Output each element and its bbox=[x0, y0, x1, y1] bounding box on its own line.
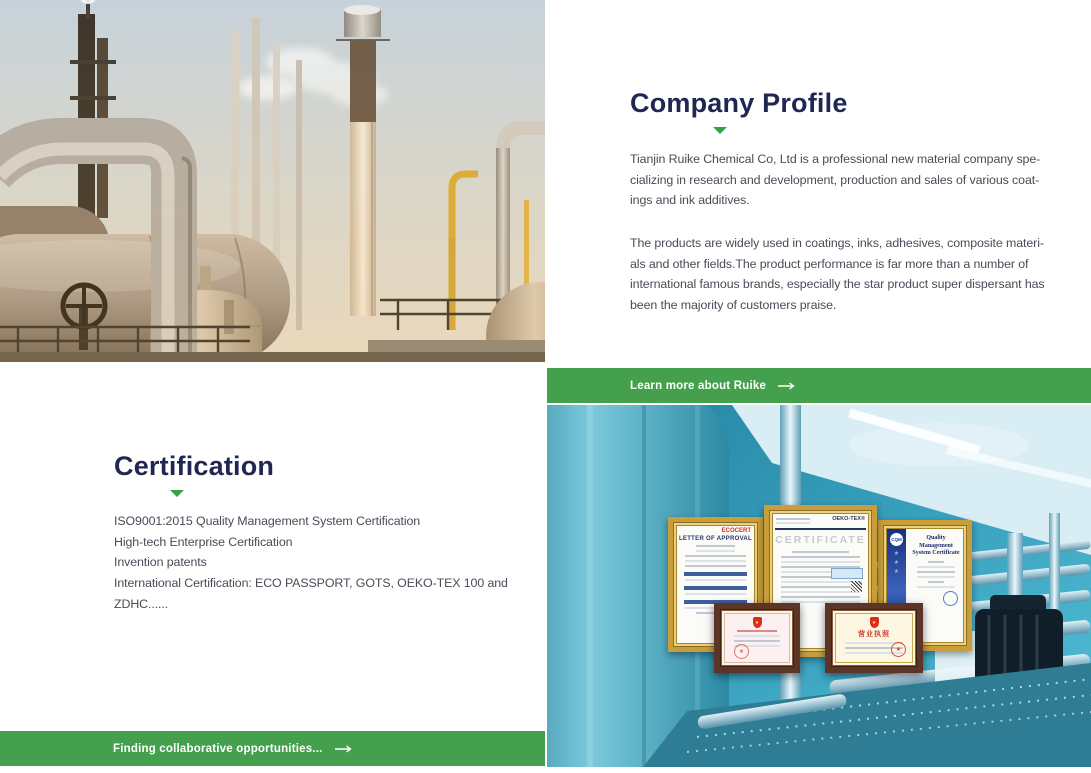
ecocert-title: LETTER OF APPROVAL bbox=[678, 536, 753, 542]
company-profile-paragraph-1 bbox=[630, 149, 1040, 211]
certificate-business-license bbox=[825, 603, 923, 673]
paragraph-line: Tianjin Ruike Chemical Co, Ltd is a professional new material company spe- bbox=[630, 152, 1041, 166]
eco-passport-tag bbox=[831, 568, 863, 579]
national-emblem-icon: ★ bbox=[753, 617, 762, 628]
paragraph-line: cializing in research and development, production and sales of various coat- bbox=[630, 172, 1040, 187]
company-profile-title: Company Profile bbox=[630, 88, 848, 118]
cqm-logo: CQM bbox=[890, 533, 903, 546]
factory-photo bbox=[547, 405, 1091, 767]
certification-item: High-tech Enterprise Certification bbox=[114, 534, 293, 549]
plant-photo-scene bbox=[0, 0, 545, 362]
blue-seal bbox=[943, 591, 958, 606]
collaborate-button[interactable] bbox=[0, 731, 545, 766]
red-seal: ★ bbox=[891, 642, 906, 657]
paragraph-line: been the majority of customers praise. bbox=[630, 297, 837, 312]
red-seal: ★ bbox=[734, 644, 749, 659]
cqm-blue-band: CQM ★ ★ ★ bbox=[887, 529, 906, 642]
paragraph-line: ings and ink additives. bbox=[630, 193, 750, 208]
cqm-title: Quality Management System Certificate bbox=[912, 535, 960, 556]
national-emblem-icon: ★ bbox=[870, 617, 879, 628]
certification-item: Invention patents bbox=[114, 555, 207, 570]
certification-list bbox=[114, 511, 508, 615]
arrow-right-icon bbox=[335, 745, 353, 753]
arrow-right-icon bbox=[778, 382, 796, 390]
triangle-down-icon bbox=[713, 127, 727, 134]
qr-code bbox=[851, 581, 862, 592]
plant-photo bbox=[0, 0, 545, 362]
learn-more-label: Learn more about Ruike bbox=[630, 379, 767, 392]
oekotex-title: CERTIFICATE bbox=[775, 534, 866, 546]
paragraph-line: The products are widely used in coatings, inks, adhesives, composite materi- bbox=[630, 236, 1044, 250]
certificate-production-license bbox=[714, 603, 800, 673]
business-license-title: 营业执照 bbox=[858, 631, 890, 638]
paragraph-line: als and other fields.The product performance is far more than a number of bbox=[630, 256, 1029, 271]
collaborate-label: Finding collaborative opportunities... bbox=[113, 742, 323, 755]
certification-title: Certification bbox=[114, 451, 275, 481]
triangle-down-icon bbox=[170, 490, 184, 497]
ecocert-logo: ECOCERT bbox=[721, 528, 751, 534]
certification-item: ISO9001:2015 Quality Management System Certification bbox=[114, 514, 421, 528]
learn-more-button[interactable] bbox=[547, 368, 1091, 403]
oekotex-logo: OEKO-TEX® bbox=[832, 516, 865, 522]
certification-item: ZDHC...... bbox=[114, 596, 169, 611]
company-profile-paragraph-2 bbox=[630, 233, 1045, 315]
paragraph-line: international famous brands, especially the star product super dispersant has bbox=[630, 277, 1045, 292]
certification-item: International Certification: ECO PASSPORT, GOTS, OEKO-TEX 100 and bbox=[114, 576, 508, 591]
